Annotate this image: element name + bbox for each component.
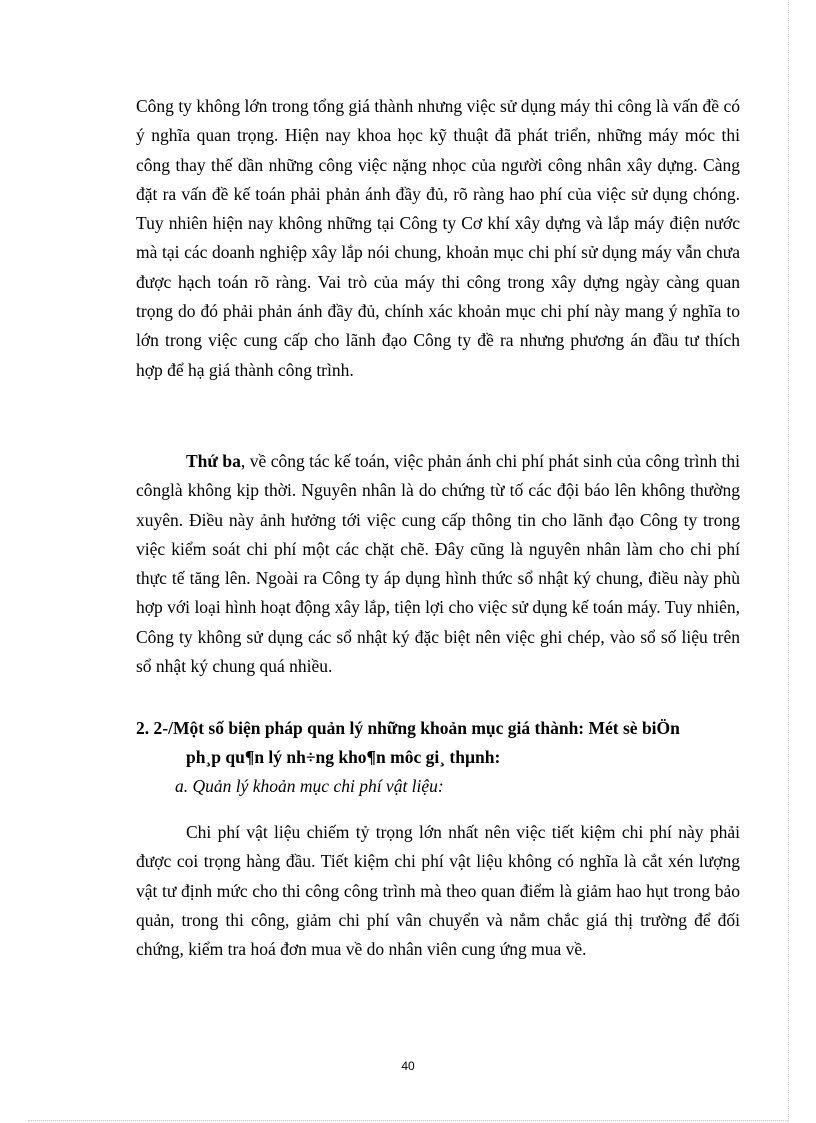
page-right-border <box>788 0 789 1123</box>
paragraph-2-text: , về công tác kế toán, việc phản ánh chi phí phát sinh của công trình thi cônglà không kịp thời. Nguyên nhân là do chứng từ tố các đội báo lên không thường xuyên. Điều này ảnh hưởng tới việc cung cấp thông tin cho lãnh đạo Công ty trong việc kiểm soát chi phí một các chặt chẽ. Đây cũng là nguyên nhân làm cho chi phí thực tế tăng lên. Ngoài ra Công ty áp dụng hình thức sổ nhật ký chung, điều này phù hợp với loại hình hoạt động xây lắp, tiện lợi cho việc sử dụng kế toán máy. Tuy nhiên, Công ty không sử dụng các sổ nhật ký đặc biệt nên việc ghi chép, vào sổ số liệu trên sổ nhật ký chung quá nhiều. <box>136 451 740 677</box>
paragraph-lead-bold: Thứ ba <box>186 451 241 471</box>
body-paragraph-2 <box>136 447 740 681</box>
subsection-heading: a. Quản lý khoản mục chi phí vật liệu: <box>175 776 444 796</box>
section-heading-line-2: ph¸p qu¶n lý nh÷ng kho¶n môc gi¸ thµnh: <box>186 747 501 768</box>
section-heading-line-1: 2. 2-/Một số biện pháp quản lý những khoản mục giá thành: Mét sè biÖn <box>136 718 680 738</box>
page-number: 40 <box>401 1059 415 1073</box>
page-bottom-border <box>28 1120 788 1121</box>
body-paragraph-3: Chi phí vật liệu chiếm tỷ trọng lớn nhất nên việc tiết kiệm chi phí này phải được coi trọng hàng đầu. Tiết kiệm chi phí vật liệu không có nghĩa là cắt xén lượng vật tư định mức cho thi công công trình mà theo quan điểm là giảm hao hụt trong bảo quản, trong thi công, giảm chi phí vân chuyển và nắm chắc giá thị trường để đối chứng, kiểm tra hoá đơn mua về do nhân viên cung ứng mua về. <box>136 822 740 960</box>
body-paragraph-1: Công ty không lớn trong tổng giá thành nhưng việc sử dụng máy thi công là vấn đề có ý nghĩa quan trọng. Hiện nay khoa học kỹ thuật đã phát triển, những máy móc thi công thay thế dần những công việc nặng nhọc của người công nhân xây dựng. Càng đặt ra vấn đề kế toán phải phản ánh đầy đủ, rõ ràng hao phí của việc sử dụng chóng. Tuy nhiên hiện nay không những tại Công ty Cơ khí xây dựng và lắp máy điện nước mà tại các doanh nghiệp xây lắp nói chung, khoản mục chi phí sử dụng máy vẫn chưa được hạch toán rõ ràng. Vai trò của máy thi công trong xây dựng ngày càng quan trọng do đó phải phản ánh đầy đủ, chính xác khoản mục chi phí này mang ý nghĩa to lớn trong việc cung cấp cho lãnh đạo Công ty đề ra nhưng phương án đầu tư thích hợp để hạ giá thành công trình. <box>136 96 740 380</box>
section-heading <box>136 714 756 773</box>
